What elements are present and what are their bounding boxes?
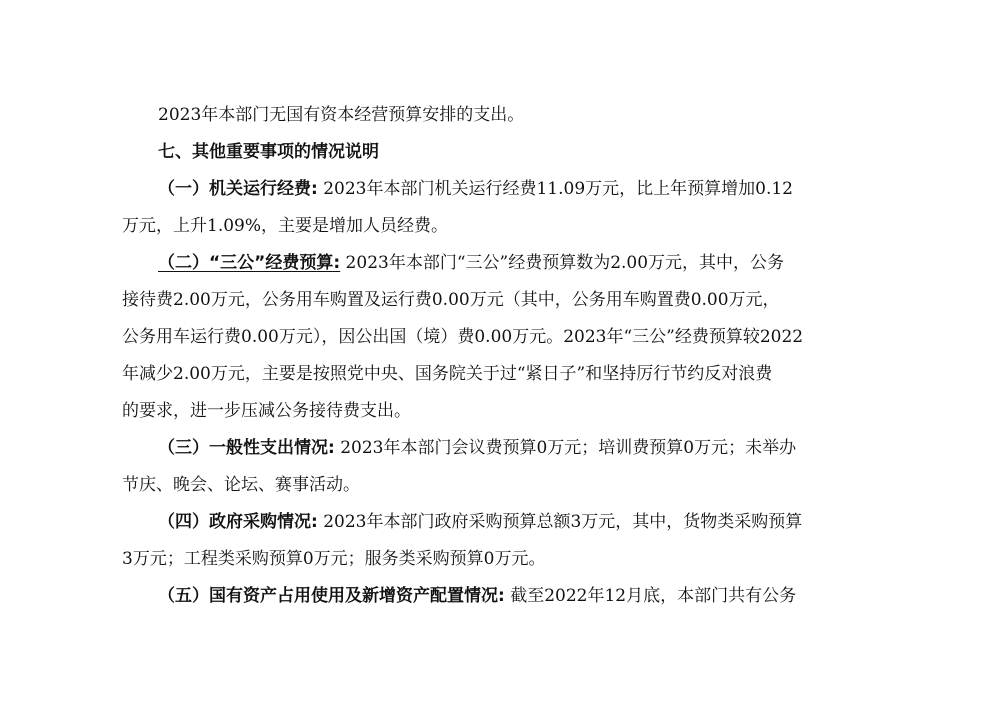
paragraph-text: 截至2022年12月底，本部门共有公务 [504,586,797,606]
paragraph-line: 公务用车运行费0.00万元），因公出国（境）费0.00万元。2023年“三公”经费预算较2022 [122,327,804,347]
paragraph-line [122,430,892,467]
paragraph-line [122,504,892,541]
paragraph-text: 2023年本部门机关运行经费11.09万元，比上年预算增加0.12 [317,179,793,199]
paragraph-text: 2023年本部门政府采购预算总额3万元，其中，货物类采购预算 [317,512,803,532]
paragraph-text: 2023年本部门“三公”经费预算数为2.00万元，其中，公务 [340,253,785,273]
document-body [122,97,892,615]
paragraph-text: 2023年本部门会议费预算0万元；培训费预算0万元；未举办 [334,438,797,458]
subsection-heading: （四）政府采购情况: [158,512,318,532]
paragraph-line: 万元，上升1.09%，主要是增加人员经费。 [122,216,449,236]
paragraph-line [122,245,892,282]
paragraph-line: 3万元；工程类采购预算0万元；服务类采购预算0万元。 [122,549,546,569]
subsection-heading: （二）“三公”经费预算: [158,253,341,273]
section-heading: 七、其他重要事项的情况说明 [158,142,379,162]
paragraph-line: 节庆、晚会、论坛、赛事活动。 [122,475,360,495]
subsection-heading: （一）机关运行经费: [158,179,318,199]
paragraph-line: 接待费2.00万元，公务用车购置及运行费0.00万元（其中，公务用车购置费0.00万元， [122,290,780,310]
paragraph-line: 年减少2.00万元，主要是按照党中央、国务院关于过“紧日子”和坚持厉行节约反对浪费 [122,364,773,384]
paragraph-line: 2023年本部门无国有资本经营预算安排的支出。 [158,105,525,125]
subsection-heading: （五）国有资产占用使用及新增资产配置情况: [158,586,505,606]
subsection-heading: （三）一般性支出情况: [158,438,335,458]
paragraph-line: 的要求，进一步压减公务接待费支出。 [122,401,411,421]
paragraph-line [122,171,892,208]
paragraph-line [122,578,892,615]
